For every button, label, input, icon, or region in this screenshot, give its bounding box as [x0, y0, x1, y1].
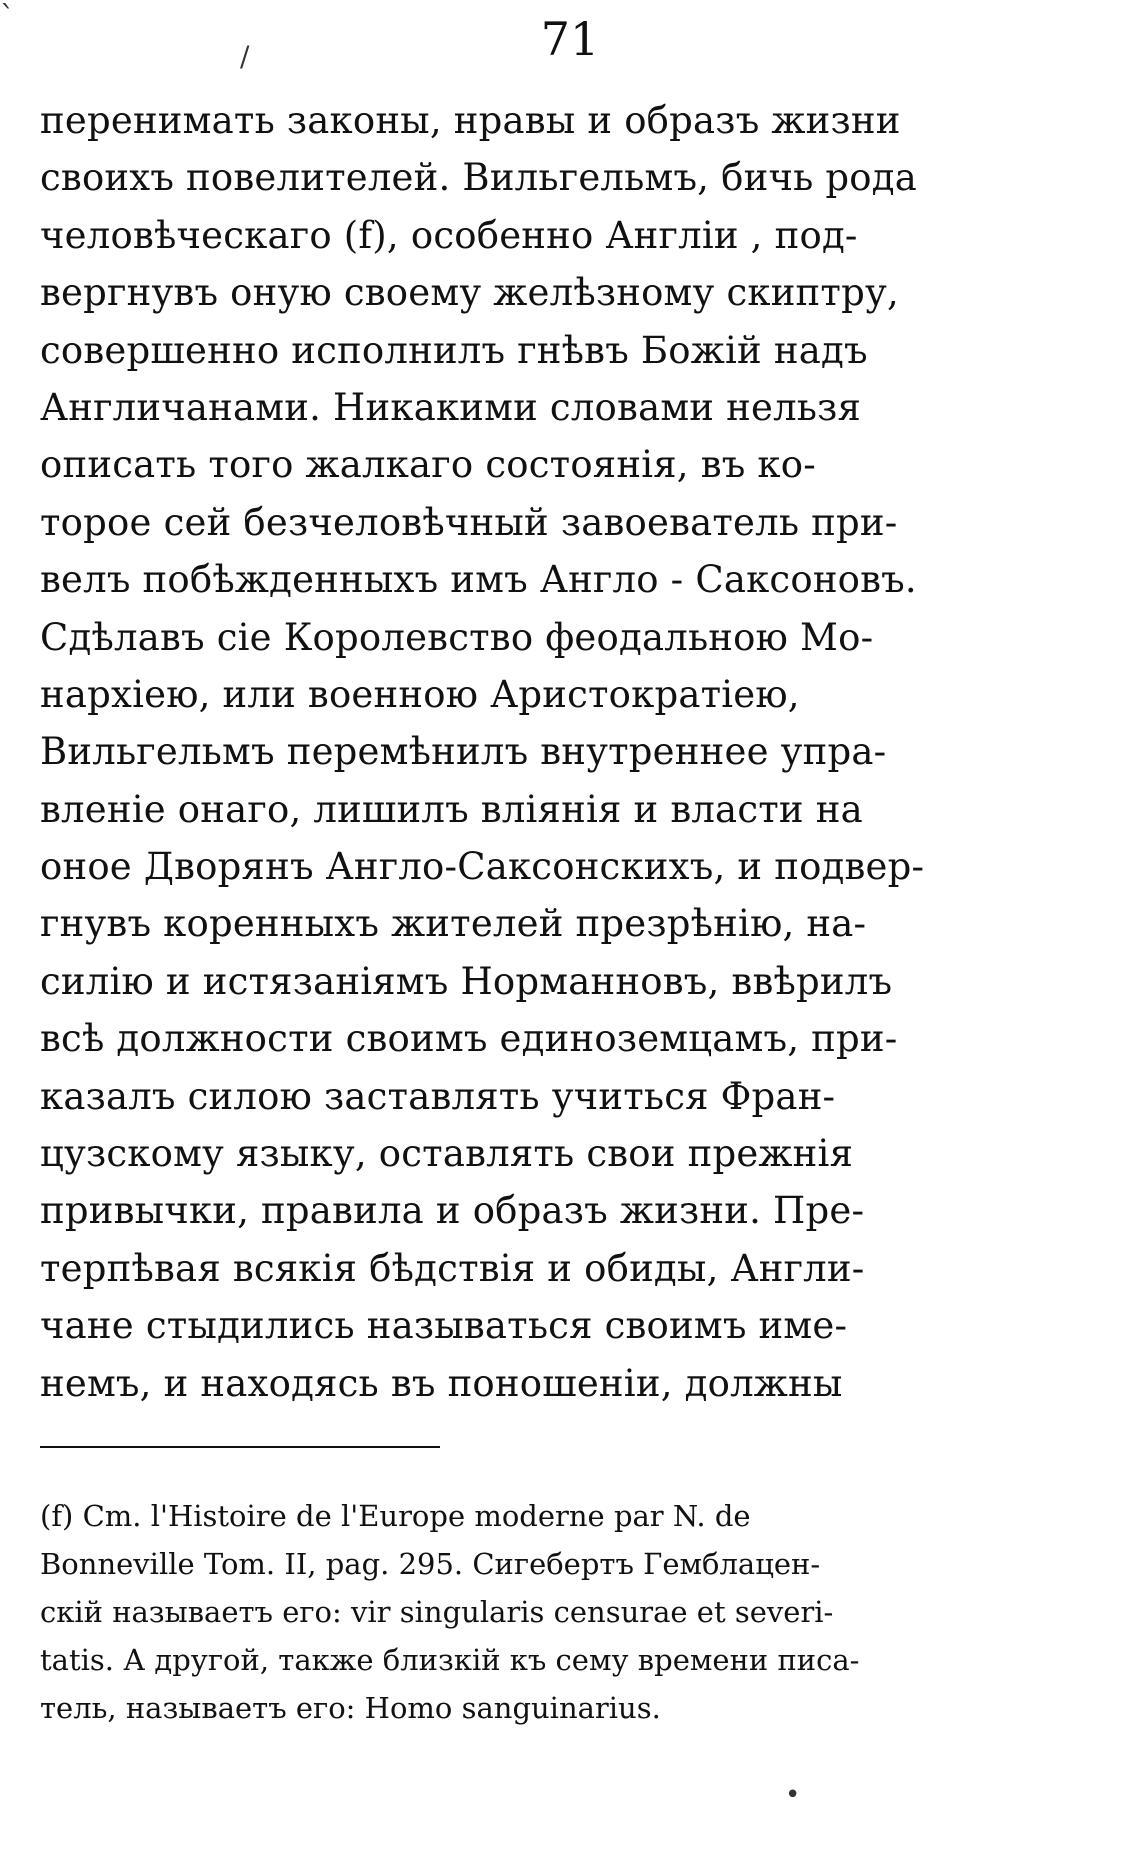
text-line: Сдѣлавъ сіе Королевство феодальною Мо-: [40, 615, 874, 659]
text-line: терпѣвая всякія бѣдствія и обиды, Англи-: [40, 1246, 865, 1290]
text-line: немъ, и находясь въ поношеніи, должны: [40, 1361, 843, 1405]
text-line: всѣ должности своимъ единоземцамъ, при-: [40, 1017, 898, 1061]
text-line: привычки, правила и образъ жизни. Пре-: [40, 1189, 865, 1233]
text-line: чане стыдились называться своимъ име-: [40, 1304, 848, 1348]
footnote-line: Bonneville Tom. II, pag. 295. Сигебертъ Гемблацен-: [40, 1547, 821, 1581]
footnote-line: (f) Cm. l'Histoire de l'Europe moderne par N. de: [40, 1499, 751, 1533]
text-line: вленіе онаго, лишилъ вліянія и власти на: [40, 787, 863, 831]
text-line: оное Дворянъ Англо-Саксонскихъ, и подвер-: [40, 845, 925, 889]
text-line: описать того жалкаго состоянія, въ ко-: [40, 443, 816, 487]
page-number: 71: [540, 12, 600, 66]
text-line: перенимать законы, нравы и образъ жизни: [40, 99, 901, 142]
text-line: гнувъ коренныхъ жителей презрѣнію, на-: [40, 902, 867, 946]
footnote: [40, 1492, 1080, 1732]
text-line: торое сей безчеловѣчный завоеватель при-: [40, 500, 898, 544]
text-line: велъ побѣжденныхъ имъ Англо - Саксоновъ.: [40, 558, 917, 602]
text-line: совершенно исполнилъ гнѣвъ Божій надъ: [40, 328, 868, 372]
scan-mark-bottom: •: [785, 1780, 801, 1810]
footnote-line: tatis. А другой, также близкій къ сему времени писа-: [40, 1643, 860, 1677]
scan-mark-slash: /: [240, 40, 250, 73]
footnote-line: тель, называетъ его: Homo sanguinarius.: [40, 1691, 661, 1725]
footnote-divider: [40, 1446, 440, 1448]
scan-mark-top-left: `: [0, 0, 15, 35]
text-line: своихъ повелителей. Вильгельмъ, бичь рода: [40, 156, 918, 200]
text-line: человѣческаго (f), особенно Англіи , под-: [40, 213, 858, 257]
text-line: Англичанами. Никакими словами нельзя: [40, 385, 862, 429]
footnote-line: скій называетъ его: vir singularis censurae et severi-: [40, 1595, 834, 1629]
text-line: силію и истязаніямъ Норманновъ, ввѣрилъ: [40, 959, 893, 1003]
text-line: цузскому языку, оставлять свои прежнія: [40, 1132, 854, 1176]
text-line: Вильгельмъ перемѣнилъ внутреннее упра-: [40, 730, 887, 774]
text-line: казалъ силою заставлять учиться Фран-: [40, 1074, 836, 1118]
text-line: вергнувъ оную своему желѣзному скиптру,: [40, 271, 899, 315]
text-line: нархіею, или военною Аристократіею,: [40, 672, 800, 716]
main-text: [40, 92, 1080, 1412]
